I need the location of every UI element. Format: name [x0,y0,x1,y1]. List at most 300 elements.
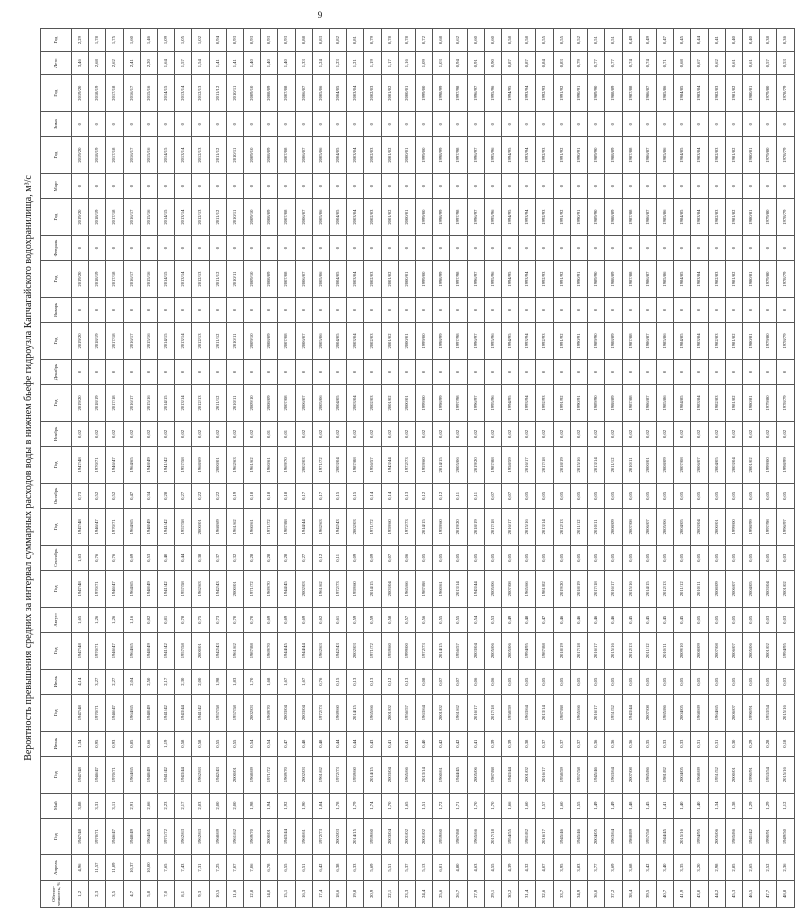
table-cell: 2018/19 [89,261,106,298]
table-row [674,29,691,908]
table-cell: 1981/82 [536,570,553,607]
table-cell: 0,82 [330,29,347,52]
table-cell: 2005/06 [467,756,484,793]
table-cell: 31,4 [519,880,536,907]
table-cell: 1,16 [123,607,140,632]
table-cell: 2,23 [158,793,175,818]
table-cell: 0,02 [433,421,450,446]
table-cell: 0,05 [570,669,587,694]
table-cell: 2005/06 [312,199,329,236]
table-cell: 1941/42 [158,756,175,793]
table-cell: 0 [278,174,295,199]
table-cell: 1947/48 [72,756,89,793]
table-cell: 2006/07 [295,323,312,360]
table-cell: 0 [588,297,605,322]
table-cell: 0,02 [622,421,639,446]
table-cell: 3,40 [656,855,673,880]
table-row [330,29,347,908]
table-cell: 44,2 [708,880,725,907]
table-cell: 2001/02 [381,323,398,360]
table-cell: 2010/11 [588,508,605,545]
table-cell: 0,13 [347,669,364,694]
table-cell: 2003/04 [295,694,312,731]
table-cell: 0 [588,112,605,137]
table-cell: 4,32 [519,855,536,880]
table-cell: 0,08 [416,669,433,694]
table-cell: 1998/99 [742,508,759,545]
table-cell: 27,9 [467,880,484,907]
table-cell: 0 [777,112,794,137]
table-cell: 2013/14 [175,75,192,112]
table-cell: 0 [467,174,484,199]
table-cell: 1,09 [158,29,175,52]
table-cell: 0 [519,112,536,137]
table-cell: 0 [450,235,467,260]
table-cell: 0,41 [381,731,398,756]
table-cell: 0 [639,235,656,260]
table-cell: 0,05 [760,669,777,694]
table-cell: 2008/09 [261,75,278,112]
table-cell: 1942/43 [330,508,347,545]
table-cell: 1948/49 [140,632,157,669]
table-cell: 2013/14 [416,756,433,793]
table-cell: 0,28 [158,483,175,508]
table-cell: 0,44 [691,29,708,52]
table-cell: 2007/08 [278,137,295,174]
table-cell: 1989/90 [588,385,605,422]
table-cell: 1962/63 [192,818,209,855]
table-cell: 2,30 [175,669,192,694]
table-cell: 0 [123,359,140,384]
table-cell: 0 [209,235,226,260]
table-cell: 1994/95 [777,632,794,669]
table-cell: 2017/18 [106,75,123,112]
table-cell: 2,65 [742,855,759,880]
table-cell: 2015/16 [674,818,691,855]
table-cell: 2010/11 [226,137,243,174]
table-cell: 2008/09 [656,447,673,484]
table-cell: 0 [244,235,261,260]
table-cell: 0 [278,235,295,260]
table-cell: 2005/06 [312,385,329,422]
table-cell: 0,02 [656,421,673,446]
table-cell: 0,05 [742,545,759,570]
table-cell: 0,02 [226,421,243,446]
table-cell: 0 [381,235,398,260]
column-header: Март [41,174,72,199]
table-cell: 0 [295,174,312,199]
table-row [742,29,759,908]
table-cell: 2011/12 [639,632,656,669]
table-cell: 2018/19 [89,323,106,360]
table-cell: 0,61 [742,52,759,75]
table-cell: 0,43 [364,731,381,756]
table-cell: 2012/13 [192,199,209,236]
table-cell: 0,07 [502,483,519,508]
table-cell: 0,02 [106,421,123,446]
table-cell: 2006/07 [295,75,312,112]
table-cell: 1,2 [72,880,89,907]
table-cell: 0,39 [484,731,501,756]
column-header: Год [41,818,72,855]
table-cell: 0,59 [347,607,364,632]
table-cell: 2002/03 [364,385,381,422]
table-cell: 2015/16 [140,137,157,174]
column-header: Год [41,694,72,731]
table-cell: 0 [691,174,708,199]
table-cell: 1946/47 [106,570,123,607]
table-cell: 0,03 [777,545,794,570]
table-cell: 0 [450,112,467,137]
table-cell: 1,70 [484,793,501,818]
table-cell: 11,6 [226,880,243,907]
table-cell: 1942/43 [330,632,347,669]
table-cell: 1982/83 [708,385,725,422]
table-cell: 1964/65 [123,447,140,484]
table-cell: 1942/43 [209,756,226,793]
table-cell: 1,57 [175,52,192,75]
table-cell: 0,53 [140,545,157,570]
table-cell: 1996/97 [467,385,484,422]
table-cell: 0 [398,174,415,199]
table-cell: 0 [158,112,175,137]
table-cell: 1957/58 [570,756,587,793]
table-row [450,29,467,908]
table-cell: 2,68 [89,52,106,75]
table-cell: 0,47 [123,483,140,508]
table-cell: 1,19 [158,731,175,756]
table-cell: 2000/01 [398,199,415,236]
table-cell: 1990/91 [570,199,587,236]
table-cell: 4,63 [467,855,484,880]
table-cell: 1,72 [433,793,450,818]
table-cell: 0 [312,359,329,384]
table-cell: 0 [708,174,725,199]
table-cell: 0 [450,359,467,384]
table-cell: 2016/17 [502,508,519,545]
table-cell: 0 [725,359,742,384]
table-cell: 0 [278,297,295,322]
table-cell: 1987/88 [622,261,639,298]
table-cell: 1997/98 [450,75,467,112]
table-cell: 0,73 [209,607,226,632]
table-cell: 1978/79 [777,323,794,360]
table-cell: 0,05 [519,669,536,694]
table-cell: 1962/63 [226,447,243,484]
table-cell: 0 [622,112,639,137]
table-cell: 0 [295,235,312,260]
table-cell: 0,93 [261,29,278,52]
table-cell: 3,5 [106,880,123,907]
table-cell: 0 [570,359,587,384]
table-cell: 2017/18 [588,570,605,607]
table-cell: 15,1 [278,880,295,907]
table-cell: 0 [725,235,742,260]
table-cell: 1964/65 [123,632,140,669]
table-cell: 2000/01 [398,261,415,298]
table-cell: 2007/08 [278,385,295,422]
column-header: Год [41,261,72,298]
table-cell: 1958/59 [502,447,519,484]
table-cell: 1961/62 [312,570,329,607]
table-cell: 0,90 [484,52,501,75]
table-cell: 2019/20 [72,137,89,174]
table-cell: 2011/12 [605,447,622,484]
table-cell: 2012/13 [553,508,570,545]
table-cell: 2000/01 [261,818,278,855]
table-cell: 0 [605,297,622,322]
table-cell: 0,06 [467,669,484,694]
table-cell: 1992/93 [536,261,553,298]
table-cell: 0,02 [502,421,519,446]
table-cell: 1984/85 [674,75,691,112]
table-cell: 1991/92 [553,261,570,298]
table-cell: 0,83 [312,29,329,52]
table-cell: 1958/59 [553,756,570,793]
table-cell: 2003/04 [347,199,364,236]
table-cell: 2,3 [89,880,106,907]
table-cell: 16,3 [295,880,312,907]
table-cell: 0,94 [209,29,226,52]
table-cell: 2012/13 [656,570,673,607]
table-cell: 0,13 [398,483,415,508]
table-cell: 0,02 [725,421,742,446]
table-cell: 0,05 [708,483,725,508]
table-cell: 0 [656,235,673,260]
table-cell: 1983/84 [691,261,708,298]
table-cell: 2008/09 [261,137,278,174]
table-cell: 2019/20 [72,385,89,422]
table-cell: 1972/73 [416,632,433,669]
table-cell: 1959/60 [347,570,364,607]
table-cell: 2007/08 [674,447,691,484]
table-cell: 1981/82 [519,818,536,855]
table-cell: 1,55 [570,793,587,818]
table-cell: 0,55 [209,731,226,756]
table-cell: 0,46 [570,607,587,632]
column-header: Обеспе-ченность, % [41,880,72,907]
table-cell: 1985/86 [725,818,742,855]
table-cell: 24,4 [416,880,433,907]
table-cell: 0,68 [433,29,450,52]
table-cell: 2013/14 [175,261,192,298]
table-cell: 1962/63 [312,508,329,545]
table-cell: 19,8 [347,880,364,907]
table-cell: 0 [536,174,553,199]
table-cell: 0,02 [553,421,570,446]
table-cell: 1999/00 [760,447,777,484]
table-cell: 1979/80 [760,199,777,236]
table-cell: 0 [123,174,140,199]
table-cell: 1,41 [226,52,243,75]
rotated-page-content [18,28,788,908]
table-cell: 0 [89,235,106,260]
table-cell: 0,02 [192,421,209,446]
table-cell: 0 [433,297,450,322]
table-cell: 1,09 [416,52,433,75]
table-cell: 2001/02 [416,818,433,855]
table-cell: 0,02 [158,421,175,446]
table-cell: 2011/12 [209,199,226,236]
table-cell: 0,28 [261,545,278,570]
table-cell: 1983/84 [691,75,708,112]
table-cell: 1,34 [72,731,89,756]
table-row [536,29,553,908]
table-cell: 0,68 [674,52,691,75]
table-cell: 1993/94 [519,199,536,236]
table-cell: 1944/44 [295,508,312,545]
table-cell: 0 [140,359,157,384]
table-cell: 1948/49 [140,756,157,793]
table-cell: 0,22 [209,483,226,508]
table-cell: 0,02 [484,421,501,446]
table-cell: 1965/66 [519,570,536,607]
table-cell: 1,78 [330,793,347,818]
table-cell: 2015/16 [140,199,157,236]
table-cell: 0,58 [381,607,398,632]
table-cell: 0,18 [278,483,295,508]
table-cell: 2,85 [725,855,742,880]
landscape-sheet [18,28,788,908]
table-cell: 0,56 [416,607,433,632]
table-cell: 0 [450,297,467,322]
column-header: Год [41,385,72,422]
table-cell: 0,38 [760,29,777,52]
table-cell: 23,3 [398,880,415,907]
table-cell: 3,83 [570,855,587,880]
table-cell: 2002/03 [364,137,381,174]
table-cell: 1984/85 [674,261,691,298]
table-cell: 2014/15 [158,385,175,422]
table-cell: 0 [484,174,501,199]
table-cell: 0 [622,235,639,260]
table-cell: 0,02 [536,421,553,446]
table-cell: 2002/03 [295,570,312,607]
table-cell: 2003/04 [347,385,364,422]
table-cell: 1959/60 [433,508,450,545]
table-cell: 0,55 [553,29,570,52]
table-cell: 0,05 [536,669,553,694]
table-cell: 2015/16 [140,323,157,360]
table-cell: 0,05 [691,669,708,694]
table-cell: 0 [691,359,708,384]
table-cell: 2005/06 [312,137,329,174]
table-cell: 0 [553,112,570,137]
table-cell: 0,54 [261,731,278,756]
table-cell: 0,37 [209,545,226,570]
table-cell: 0,41 [398,731,415,756]
table-cell: 1,40 [244,52,261,75]
table-cell: 2008/09 [261,385,278,422]
table-cell: 1,40 [278,52,295,75]
table-cell: 0,02 [708,421,725,446]
table-cell: 40,7 [656,880,673,907]
table-cell: 1978/79 [777,199,794,236]
table-cell: 0 [433,235,450,260]
table-cell: 0,05 [433,545,450,570]
table-cell: 1972/73 [312,694,329,731]
table-cell: 5,69 [364,855,381,880]
table-cell: 1991/92 [553,385,570,422]
table-row [502,29,519,908]
table-cell: 0 [691,235,708,260]
table-cell: 0,05 [588,669,605,694]
table-cell: 1989/90 [588,261,605,298]
table-cell: 1999/00 [416,199,433,236]
table-cell: 36,0 [588,880,605,907]
table-cell: 0,02 [674,421,691,446]
table-cell: 0,69 [123,545,140,570]
table-cell: 2004/05 [330,385,347,422]
table-cell: 1981/82 [725,199,742,236]
table-cell: 1943/44 [467,570,484,607]
table-cell: 2004/05 [708,447,725,484]
table-row [209,29,226,908]
table-cell: 0,05 [570,483,587,508]
table-cell: 1980/81 [742,261,759,298]
table-cell: 1981/82 [725,323,742,360]
table-cell: 0,55 [226,731,243,756]
table-cell: 0 [175,174,192,199]
table-row [244,29,261,908]
table-cell: 1945/46 [588,756,605,793]
table-cell: 1983/84 [691,323,708,360]
table-cell: 0,44 [175,545,192,570]
table-cell: 0,62 [312,607,329,632]
table-cell: 0,05 [777,483,794,508]
table-cell: 0 [72,235,89,260]
table-cell: 0,02 [244,421,261,446]
table-cell: 0,03 [777,669,794,694]
table-cell: 2007/08 [708,632,725,669]
table-cell: 0,37 [536,731,553,756]
table-cell: 0,44 [330,731,347,756]
table-cell: 1956/57 [450,632,467,669]
table-cell: 2016/17 [123,137,140,174]
table-cell: 0,61 [330,607,347,632]
table-cell: 1956/57 [398,694,415,731]
table-cell: 1988/89 [605,137,622,174]
table-cell: 1946/47 [106,447,123,484]
table-cell: 2004/05 [674,756,691,793]
table-cell: 0,53 [484,607,501,632]
table-cell: 0 [484,235,501,260]
table-cell: 2004/05 [588,818,605,855]
table-cell: 1981/82 [725,261,742,298]
table-cell: 0 [622,359,639,384]
table-cell: 0 [261,174,278,199]
table-cell: 1947/48 [72,570,89,607]
table-cell: 2013/14 [536,508,553,545]
table-cell: 1964/65 [123,508,140,545]
table-cell: 0 [708,112,725,137]
table-cell: 2015/16 [140,385,157,422]
table-cell: 0 [502,174,519,199]
table-cell: 30,2 [502,880,519,907]
table-cell: 1,34 [708,793,725,818]
table-cell: 0,36 [622,731,639,756]
table-cell: 0,37 [570,731,587,756]
table-cell: 1988/89 [605,75,622,112]
table-cell: 1997/98 [450,199,467,236]
table-cell: 1990/91 [570,75,587,112]
table-cell: 1992/93 [536,323,553,360]
table-cell: 1970/71 [89,570,106,607]
table-cell: 0,33 [656,731,673,756]
table-cell: 0,48 [295,731,312,756]
table-cell: 2017/18 [484,818,501,855]
table-cell: 1990/91 [570,323,587,360]
